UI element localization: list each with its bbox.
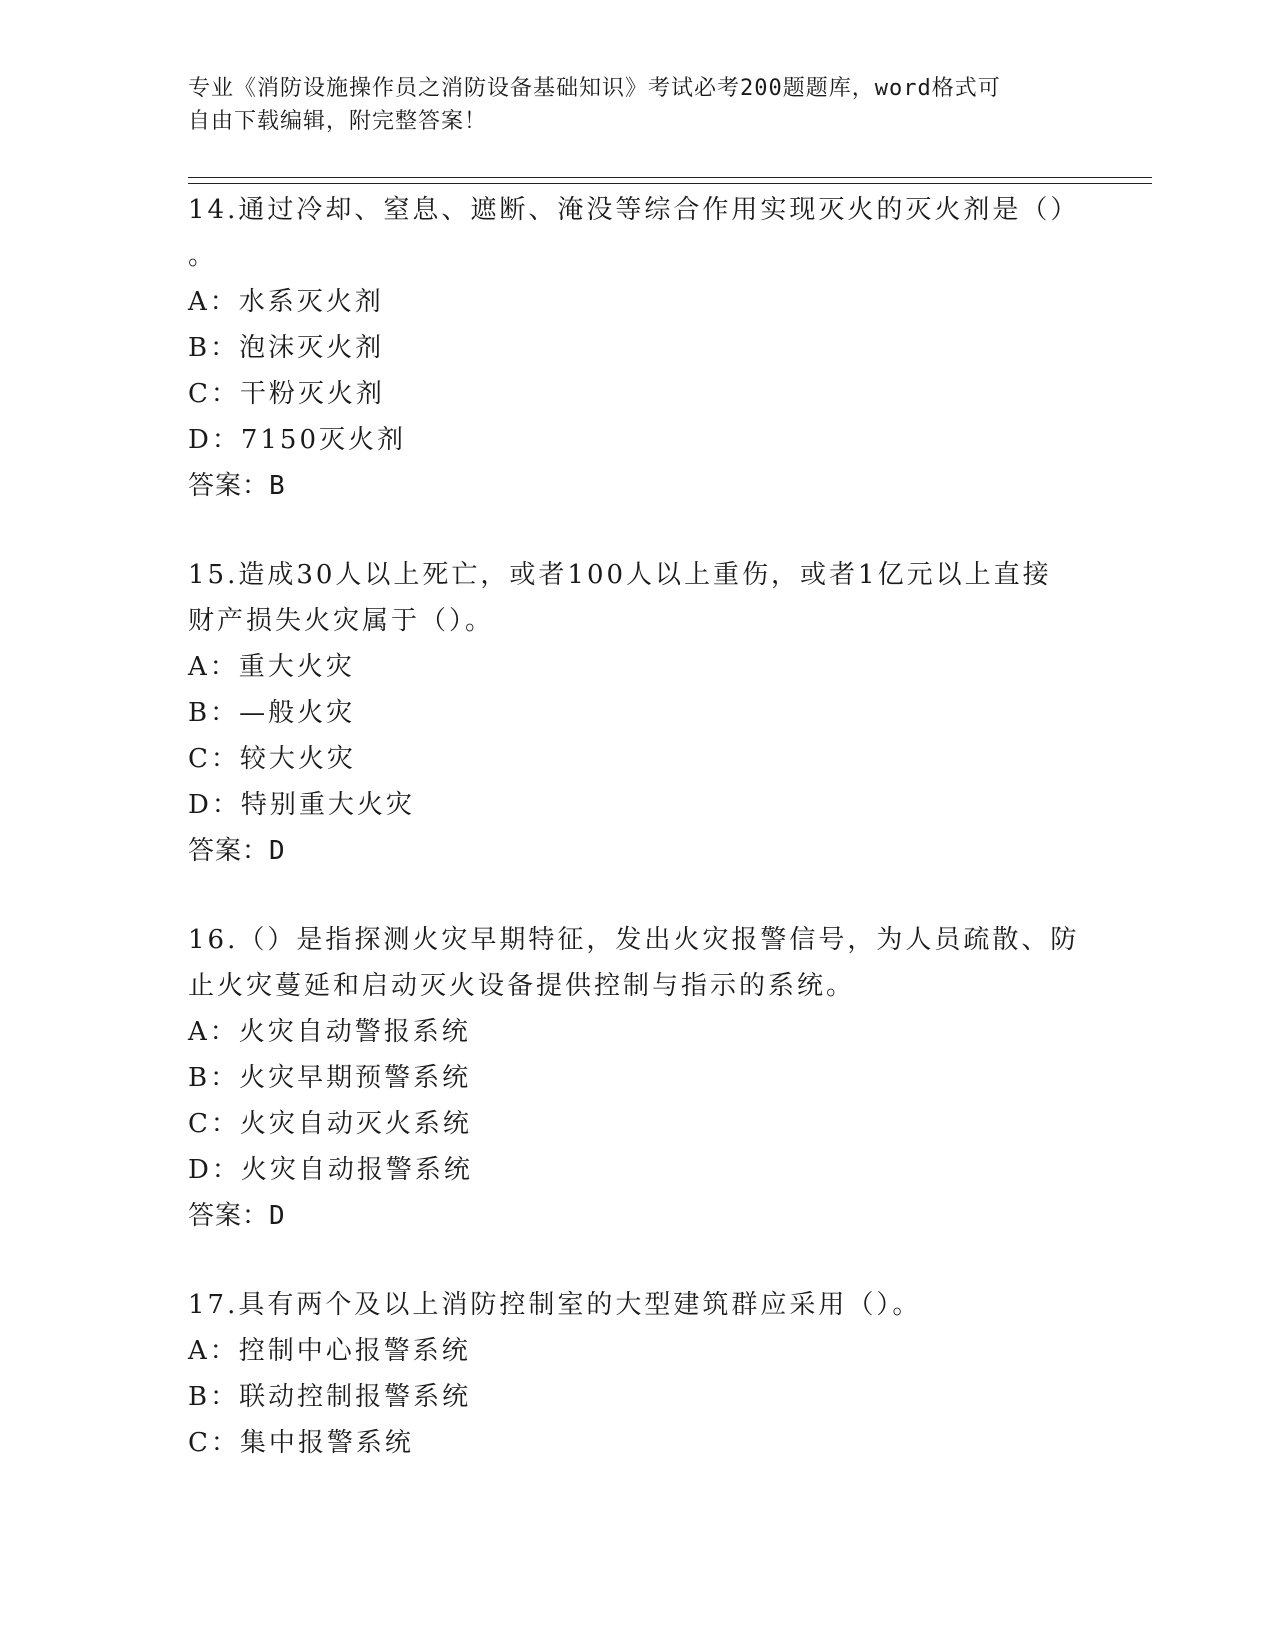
question-16	[188, 917, 1088, 1239]
question-14	[188, 187, 1088, 509]
answer: 答案：D	[188, 836, 286, 866]
question-stem-line: 16.（）是指探测火灾早期特征，发出火灾报警信号，为人员疏散、防	[188, 925, 1080, 955]
option-c: C：集中报警系统	[188, 1428, 414, 1458]
question-stem-line: 17.具有两个及以上消防控制室的大型建筑群应采用（）。	[188, 1290, 922, 1320]
option-d: D：特别重大火灾	[188, 790, 415, 820]
document-header	[188, 72, 1068, 138]
option-a: A：水系灭火剂	[188, 287, 384, 317]
question-stem-line: 14.通过冷却、窒息、遮断、淹没等综合作用实现灭火的灭火剂是（）	[188, 195, 1080, 225]
question-stem-line: 。	[188, 241, 218, 271]
option-a: A：火灾自动警报系统	[188, 1017, 471, 1047]
option-b: B：联动控制报警系统	[188, 1382, 472, 1412]
header-divider-top	[188, 177, 1152, 178]
question-stem-line: 财产损失火灾属于（）。	[188, 606, 495, 636]
header-line-2: 自由下载编辑，附完整答案！	[188, 109, 488, 134]
option-c: C：较大火灾	[188, 744, 356, 774]
answer: 答案：B	[188, 471, 286, 501]
question-stem-line: 止火灾蔓延和启动灭火设备提供控制与指示的系统。	[188, 971, 856, 1001]
question-17	[188, 1282, 1088, 1466]
question-stem-line: 15.造成30人以上死亡，或者100人以上重伤，或者1亿元以上直接	[188, 560, 1052, 590]
option-a: A：控制中心报警系统	[188, 1336, 471, 1366]
option-b: B：—般火灾	[188, 698, 356, 728]
question-15	[188, 552, 1088, 874]
option-a: A：重大火灾	[188, 652, 355, 682]
header-divider-bottom	[188, 183, 1152, 184]
option-b: B：泡沫灭火剂	[188, 333, 385, 363]
option-d: D：火灾自动报警系统	[188, 1155, 473, 1185]
option-b: B：火灾早期预警系统	[188, 1063, 472, 1093]
option-c: C：火灾自动灭火系统	[188, 1109, 472, 1139]
header-line-1: 专业《消防设施操作员之消防设备基础知识》考试必考200题题库，word格式可	[188, 76, 1001, 101]
option-c: C：干粉灭火剂	[188, 379, 385, 409]
answer: 答案：D	[188, 1201, 286, 1231]
option-d: D：7150灭火剂	[188, 425, 407, 455]
